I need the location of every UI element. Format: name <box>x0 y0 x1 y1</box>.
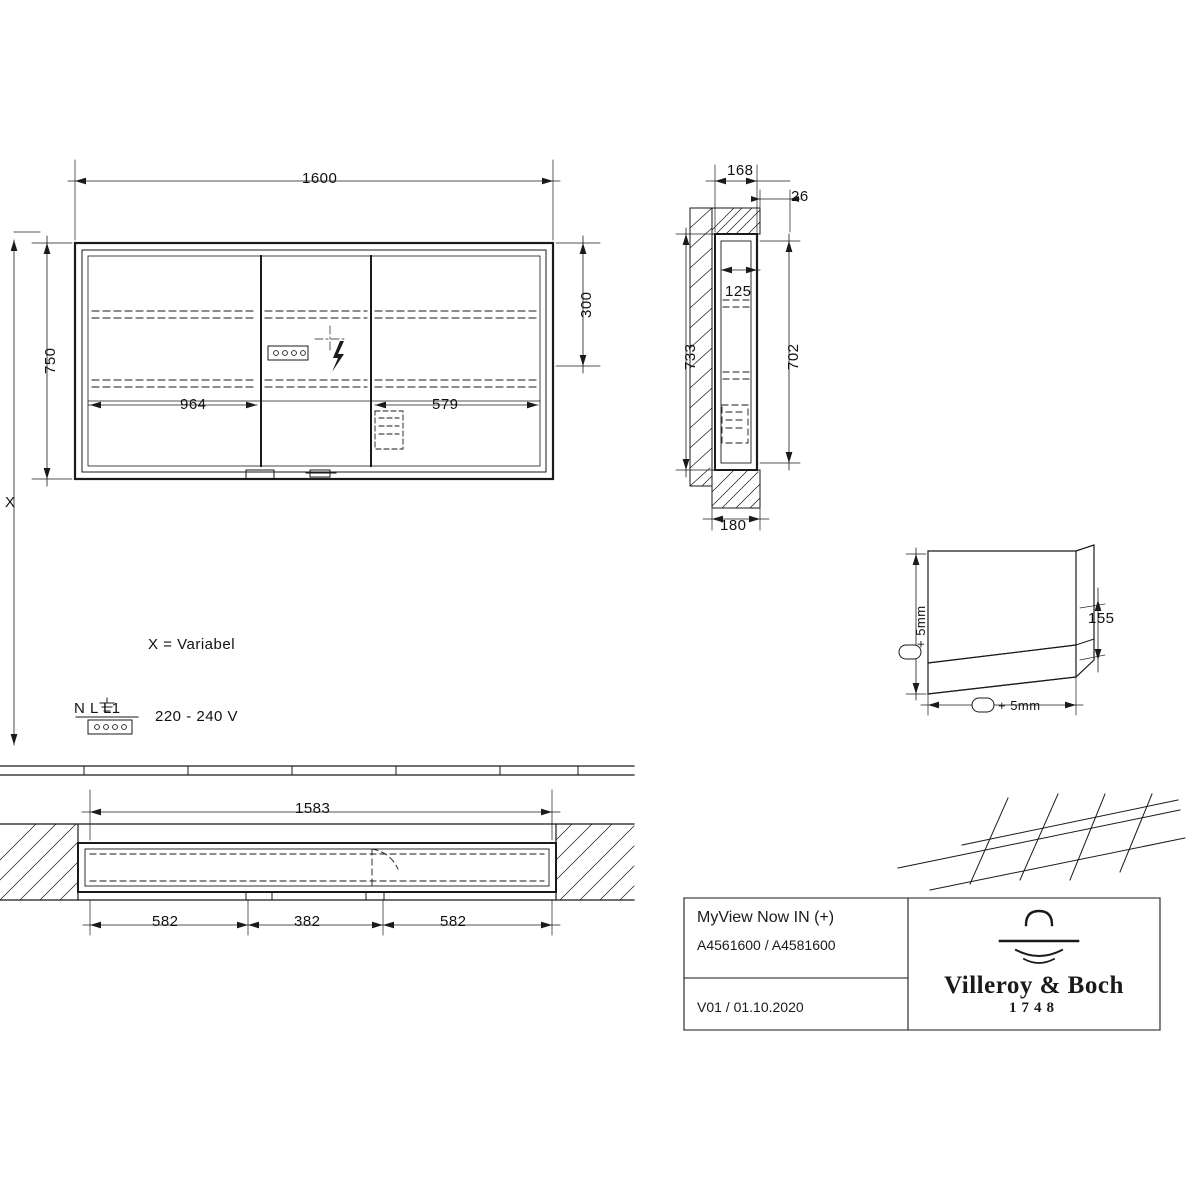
dim-niche-depth: 155 <box>1088 610 1115 627</box>
dim-niche-tolerance-vertical: + 5mm <box>913 605 928 648</box>
dim-plan-seg-left: 582 <box>152 913 179 930</box>
dim-wall-depth: 180 <box>720 517 747 534</box>
dim-side-depth-total: 168 <box>727 162 754 179</box>
marker-x-left: X <box>5 494 16 511</box>
dim-plan-width-total: 1583 <box>295 800 331 817</box>
dim-side-offset: 26 <box>791 188 809 205</box>
brand-name: Villeroy & Boch <box>944 972 1124 999</box>
dim-right-door-width: 579 <box>432 396 459 413</box>
title-block-version: V01 / 01.10.2020 <box>697 999 804 1015</box>
brand-year: 1748 <box>1009 1000 1059 1016</box>
brand-logo <box>908 972 1160 1017</box>
dim-front-top-section: 300 <box>578 291 595 318</box>
label-power-phases: N L L1 <box>74 700 121 717</box>
dim-niche-tolerance-horizontal: + 5mm <box>998 698 1041 713</box>
title-block-article-numbers: A4561600 / A4581600 <box>697 937 836 953</box>
dim-side-height-inner: 702 <box>785 343 802 370</box>
dim-side-height-outer: 733 <box>682 343 699 370</box>
dim-front-height: 750 <box>42 347 59 374</box>
dim-left-door-width: 964 <box>180 396 207 413</box>
dim-front-width: 1600 <box>302 170 338 187</box>
dim-plan-seg-mid: 382 <box>294 913 321 930</box>
dim-side-inner-depth: 125 <box>725 283 752 300</box>
title-block-product: MyView Now IN (+) <box>697 909 835 926</box>
label-power-rating: 220 - 240 V <box>155 708 239 725</box>
note-variable: X = Variabel <box>148 636 236 653</box>
dim-plan-seg-right: 582 <box>440 913 467 930</box>
